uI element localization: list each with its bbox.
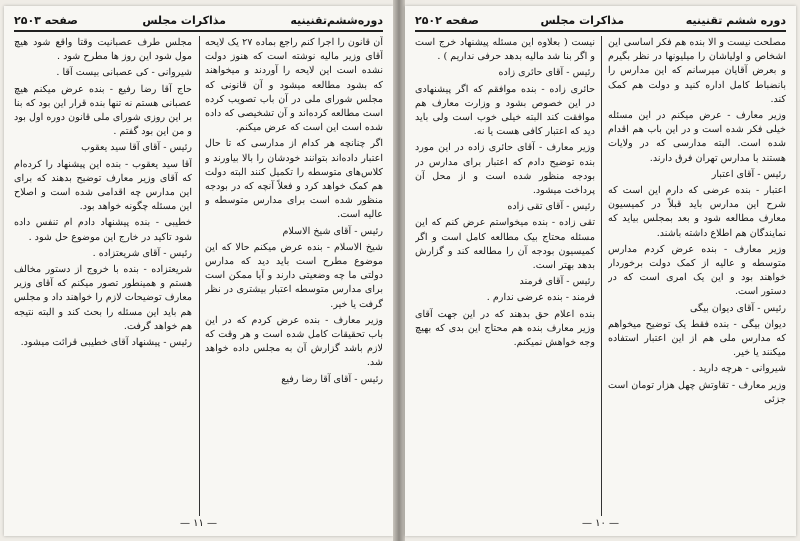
paragraph: وزیر معارف - بنده عرض کردم مدارس متوسطه و عالیه از کمک دولت برخوردار خواهند بود و این یک امری است که در دستور است. — [608, 243, 786, 298]
series-label: دوره‌ششم‌تقنینیه — [290, 13, 383, 27]
paragraph: رئیس - آقای دیوان بیگی — [689, 302, 786, 314]
paragraph: وزیر معارف - عرض میکنم در این مسئله خیلی فکر شده است و در این باب هم اقدام شده است. البته مدارسی که در ولایات هستند با مدارس تهران فرق دارند. — [608, 110, 786, 164]
paragraph: رئیس - آقای فرمند — [519, 276, 595, 288]
column-right — [608, 36, 786, 516]
column-left — [14, 36, 192, 516]
paragraph: وزیر معارف - تقاوتش چهل هزار تومان است جزئی — [608, 379, 786, 405]
paragraph: مجلس طرف عصبانیت وقتا واقع شود هیچ مول شود این روز ها مطرح شود . — [14, 37, 192, 63]
column-divider — [601, 36, 602, 516]
page-footer: — ۱۰ — — [581, 518, 620, 529]
paragraph: حائری زاده - بنده موافقم که اگر پیشنهادی در این خصوص بشود و وزارت معارف هم موافقت کند البته خیلی خوب است ولی باید دید که اعتبار کافی هست یا نه. — [415, 83, 595, 138]
left-page-header — [14, 12, 383, 28]
column-divider — [199, 36, 200, 516]
paragraph: مصلحت نیست و الا بنده هم فکر اساسی این اشخاص و اولیاشان را میلیونها در نظر بگیرم و بعرض آقایان میرسانم که این مدارس را بانضباط کامل اداره کنید و دولت هم کمک کند. — [608, 37, 786, 105]
book-gutter — [393, 0, 405, 541]
paragraph: فرمند - بنده عرضی ندارم . — [486, 292, 595, 304]
paragraph: رئیس - آقای شیخ الاسلام — [282, 225, 383, 237]
paragraph: بنده اعلام حق بدهند که در این جهت آقای وزیر معارف بنده هم محتاج این بدی که بهیچ وجه خواهش نمیکنم. — [415, 308, 595, 349]
paragraph: رئیس - آقای شریعتزاده . — [92, 247, 192, 259]
paragraph: رئیس - پیشنهاد آقای خطیبی قرائت میشود. — [20, 337, 192, 349]
column-right — [205, 36, 383, 516]
paragraph: حاج آقا رضا رفیع - بنده عرض میکنم هیچ عصبانی هستم نه تنها بنده قرار این بود که بنا بر این روزی شورای ملی قانون دوره اول بود و من این بود گفتم . — [14, 83, 192, 138]
right-page-header — [415, 12, 786, 28]
page-number-label: صفحه ۲۵۰۳ — [14, 13, 78, 27]
paragraph: آقا سید یعقوب - بنده این پیشنهاد را کرده‌ام که آقای وزیر معارف توضیح بدهند که برای این مدارس چه اقدامی شده است و اصلاح این مسئله چگونه خواهد بود. — [14, 158, 192, 213]
header-rule — [14, 30, 383, 32]
header-title: مذاکرات مجلس — [142, 13, 226, 27]
paragraph: رئیس - آقای آقا سید یعقوب — [81, 142, 192, 154]
paragraph: دیوان بیگی - بنده فقط یک توضیح میخواهم که مدارس ملی هم از این اعتبار استفاده میکنند یا خیر. — [608, 318, 786, 359]
left-page — [4, 6, 393, 536]
column-left — [415, 36, 595, 516]
paragraph: اگر چنانچه هر کدام از مدارسی که تا حال اعتبار داده‌اند بتوانند خودشان را بالا بیاورند و کلاس‌های متوسطه را تکمیل کنند البته دولت هم کمک خواهد کرد و فعلاً آنچه که در بودجه منظور شده است برای مدارس متوسطه و عالیه است. — [205, 138, 383, 221]
header-title: مذاکرات مجلس — [540, 13, 625, 27]
left-page-body — [14, 36, 383, 516]
paragraph: وزیر معارف - بنده عرض کردم که در این باب تحقیقات کامل شده است و هر وقت که لازم باشد گزارش آن به مجلس داده خواهد شد. — [205, 314, 383, 369]
paragraph: رئیس - آقای تقی زاده — [507, 201, 595, 213]
page-footer: — ۱۱ — — [179, 518, 218, 529]
right-page-body — [415, 36, 786, 516]
paragraph: رئیس - آقای اعتبار — [711, 168, 786, 180]
paragraph: وزیر معارف - آقای حائری زاده در این مورد بنده توضیح دادم که اعتبار برای مدارس در بودجه منظور شده است و از محل آن پرداخت میشود. — [415, 142, 595, 197]
paragraph: تقی زاده - بنده میخواستم عرض کنم که این مسئله محتاج بیک مطالعه کامل است و اگر کمیسیون بودجه آن را مطالعه کند و گزارش بدهد بهتر است. — [415, 217, 595, 272]
paragraph: شیروانی - کی عصبانی بیست آقا . — [56, 67, 192, 79]
paragraph: شریعتزاده - بنده با خروج از دستور مخالف هستم و همینطور تصور میکنم که آقای وزیر معارف توضیحات لازم را خواهند داد و مجلس هم باید این مسئله را بحث کند و البته نتیجه هم خواهد گرفت. — [14, 264, 192, 332]
paragraph: رئیس - آقای حائری زاده — [498, 67, 595, 79]
right-page — [405, 6, 796, 536]
paragraph: اعتبار - بنده عرضی که دارم این است که شرح این مدارس باید قبلاً در کمیسیون معارف مطالعه شود و بعد بمجلس بیاید که نمایندگان هم اطلاع داشته باشند. — [608, 185, 786, 239]
paragraph: آن قانون را اجرا کنم راجع بماده ۲۷ یک لایحه آقای وزیر مالیه نوشته است که هنوز دولت نشده است این لایحه را آوردند و میخواهند که بشود مطالعه میشود و آن قانونی که مجلس شورای ملی در آن باب تصویب کرده است مطالعه کرده‌اند و آن تشخیصی که داده شده است این است که عرض میکنم. — [205, 37, 383, 134]
series-label: دوره ششم تقنینیه — [685, 13, 786, 27]
paragraph: شیروانی - هرچه دارید . — [692, 363, 786, 375]
paragraph: خطیبی - بنده پیشنهاد دادم ام تنفس داده شود تاکید در خارج این موضوع حل شود . — [14, 217, 192, 243]
page-number-label: صفحه ۲۵۰۲ — [415, 13, 479, 27]
paragraph: رئیس - آقای آقا رضا رفیع — [281, 373, 383, 385]
header-rule — [415, 30, 786, 32]
paragraph: نیست ( بعلاوه این مسئله پیشنهاد خرج است و اگر بنا شد مالیه بدهد حرفی نداریم ) . — [415, 37, 595, 63]
paragraph: شیخ الاسلام - بنده عرض میکنم حالا که این موضوع مطرح است باید دید که مدارس دولتی ما چه وضعیتی دارند و آیا ممکن است برای مدارس متوسطه اعتبار بیشتری در نظر گرفت یا خیر. — [205, 241, 383, 310]
